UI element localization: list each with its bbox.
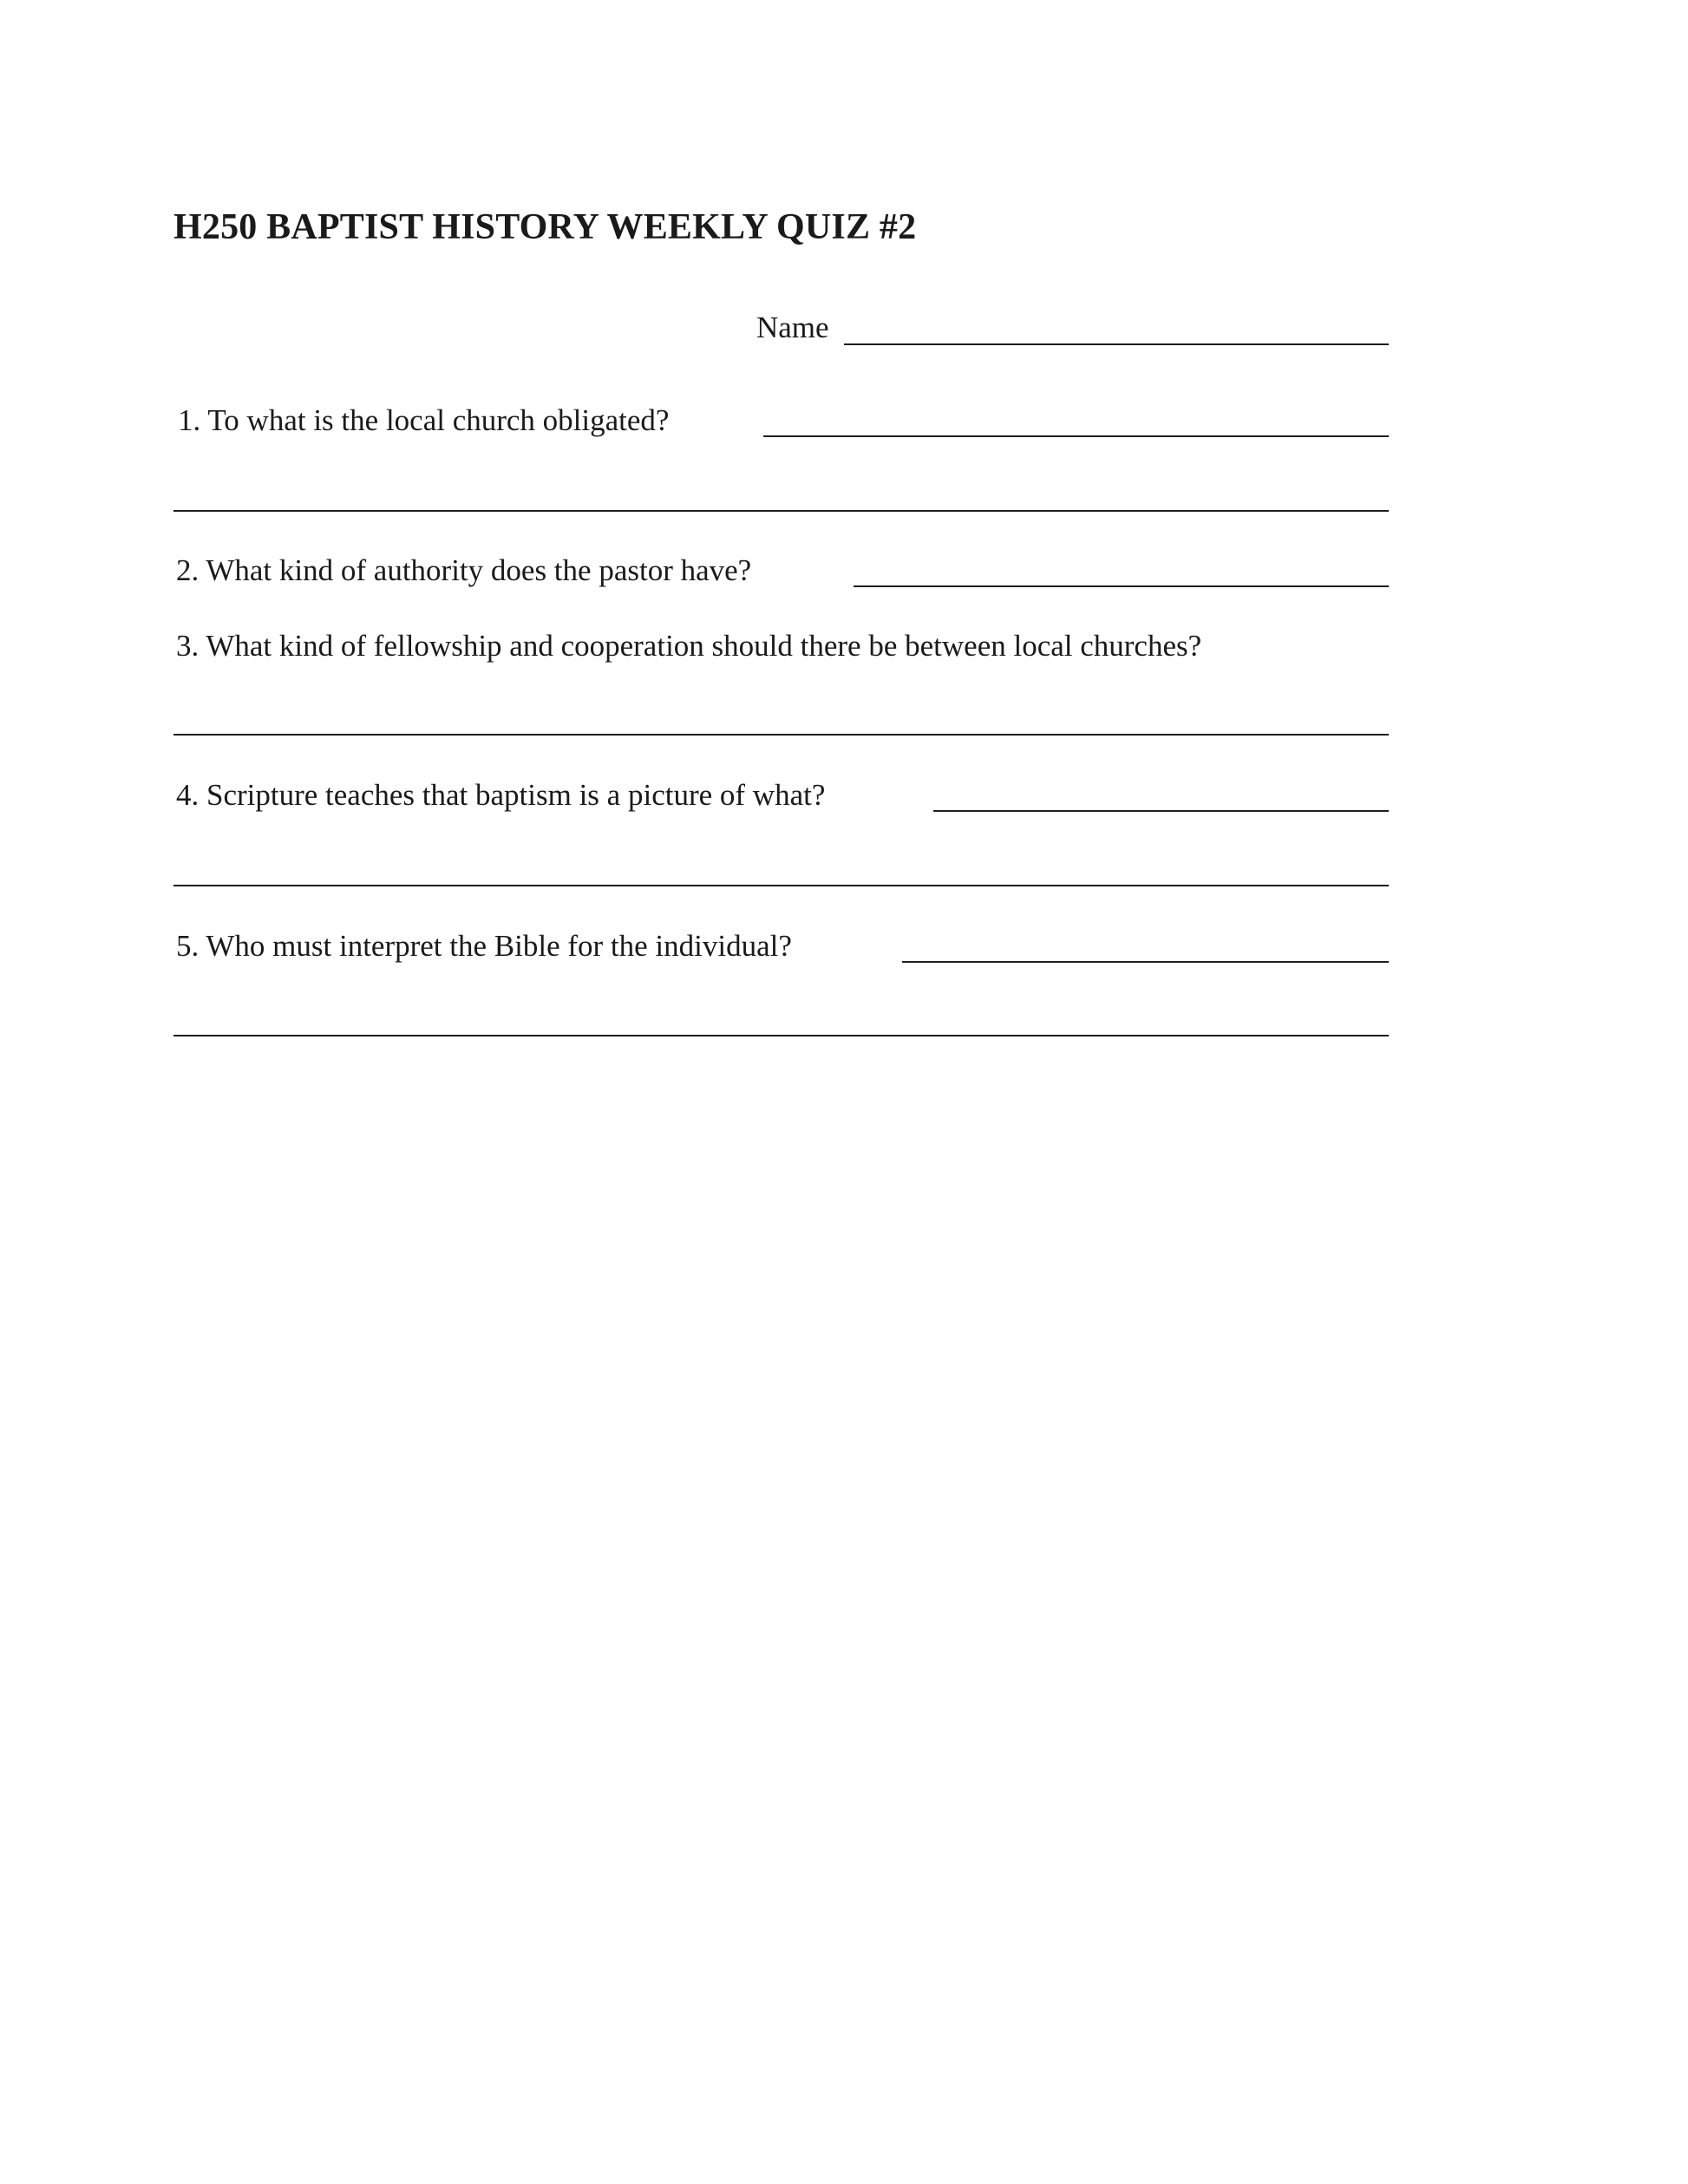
name-label: Name — [756, 311, 829, 344]
question-5-answer-line[interactable] — [902, 961, 1389, 963]
name-answer-line[interactable] — [844, 343, 1389, 345]
question-5-text: 5. Who must interpret the Bible for the individual? — [176, 929, 792, 963]
question-4-text: 4. Scripture teaches that baptism is a picture of what? — [176, 778, 826, 812]
question-1-text: 1. To what is the local church obligated? — [178, 403, 670, 437]
question-5-answer-line-2[interactable] — [173, 1035, 1389, 1036]
question-1-answer-line[interactable] — [763, 435, 1389, 437]
question-3-answer-line[interactable] — [173, 734, 1389, 736]
question-3-text: 3. What kind of fellowship and cooperation should there be between local churches? — [176, 629, 1202, 663]
question-2-answer-line[interactable] — [854, 585, 1389, 587]
question-2-text: 2. What kind of authority does the pastor have? — [176, 553, 752, 587]
question-1-answer-line-2[interactable] — [173, 510, 1389, 512]
question-4-answer-line[interactable] — [933, 810, 1389, 812]
quiz-title: H250 BAPTIST HISTORY WEEKLY QUIZ #2 — [173, 207, 917, 247]
question-4-answer-line-2[interactable] — [173, 885, 1389, 886]
